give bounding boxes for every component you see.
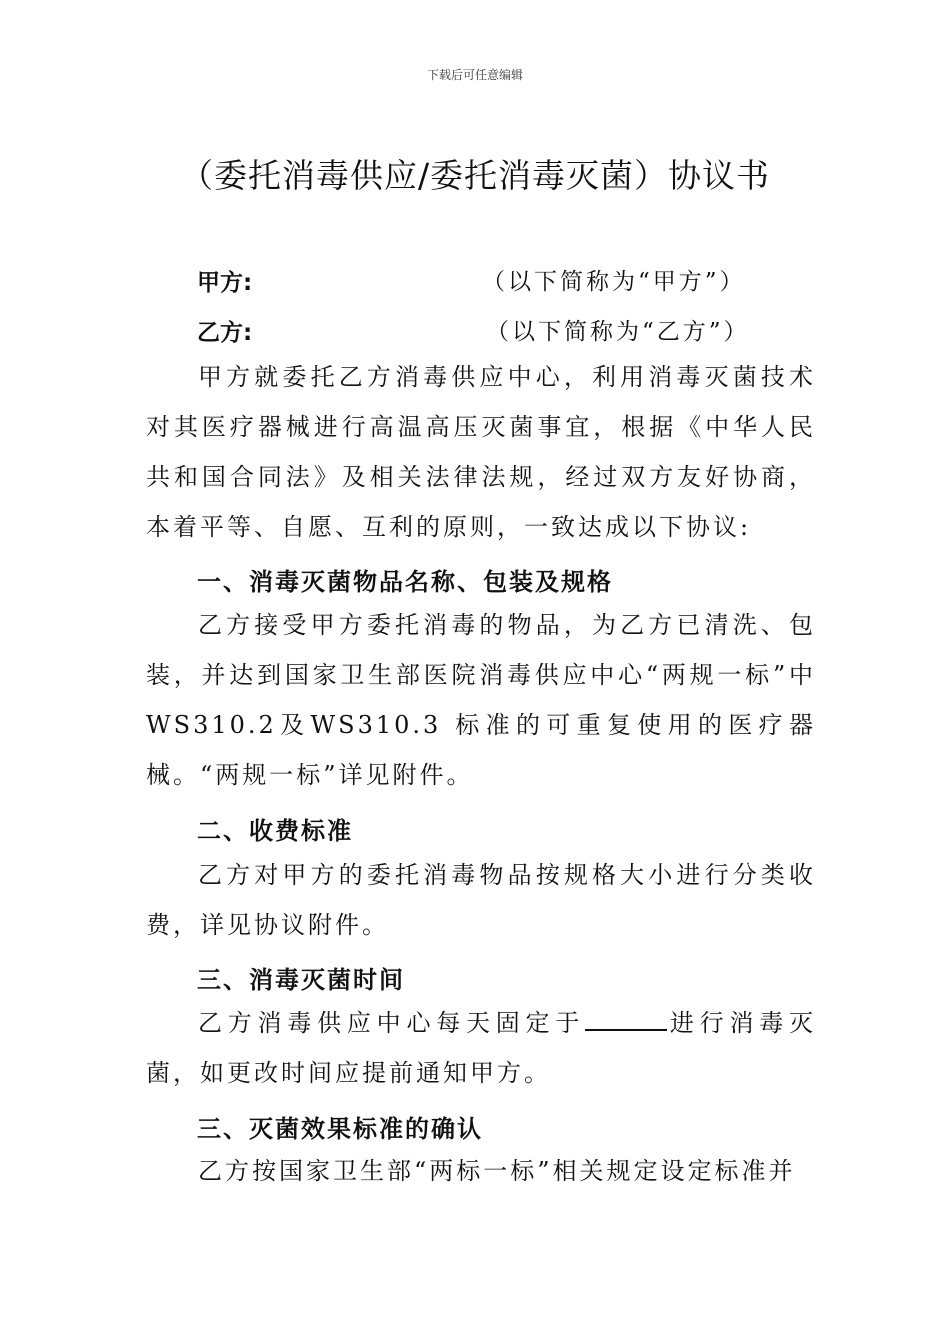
header-note: 下载后可任意编辑 [426,68,523,82]
party-a-label: 甲方: [197,270,253,296]
section-3-heading: 三、消毒灭菌时间 [197,966,405,994]
section-1-body: 乙方接受甲方委托消毒的物品，为乙方已清洗、包装，并达到国家卫生部医院消毒供应中心“两规一标”中WS310.2及WS310.3 标准的可重复使用的医疗器械。“两规一标”详见附件。 [146,611,816,789]
section-4-heading: 三、灭菌效果标准的确认 [197,1115,483,1143]
section-3-body-end: 进行消毒灭菌，如更改时间应提前通知甲方。 [146,1009,817,1087]
time-blank [585,1009,667,1031]
section-3-body-start: 乙方消毒供应中心每天固定于 [198,1009,586,1037]
party-b-note: （以下简称为“乙方”） [486,319,750,345]
section-4-body: 乙方按国家卫生部“两标一标”相关规定设定标准并 [198,1157,796,1185]
section-3-body [146,998,816,1098]
party-b-label: 乙方: [197,320,253,346]
section-2-body: 乙方对甲方的委托消毒物品按规格大小进行分类收费，详见协议附件。 [146,861,816,939]
section-2-heading: 二、收费标准 [197,817,353,845]
intro-paragraph: 甲方就委托乙方消毒供应中心，利用消毒灭菌技术对其医疗器械进行高温高压灭菌事宜，根据《中华人民共和国合同法》及相关法律法规，经过双方友好协商，本着平等、自愿、互利的原则，一致达成以下协议: [146,363,816,541]
document-title: （委托消毒供应/委托消毒灭菌）协议书 [179,156,771,195]
party-a-note: （以下简称为“甲方”） [482,269,746,295]
section-1-heading: 一、消毒灭菌物品名称、包装及规格 [197,568,613,596]
